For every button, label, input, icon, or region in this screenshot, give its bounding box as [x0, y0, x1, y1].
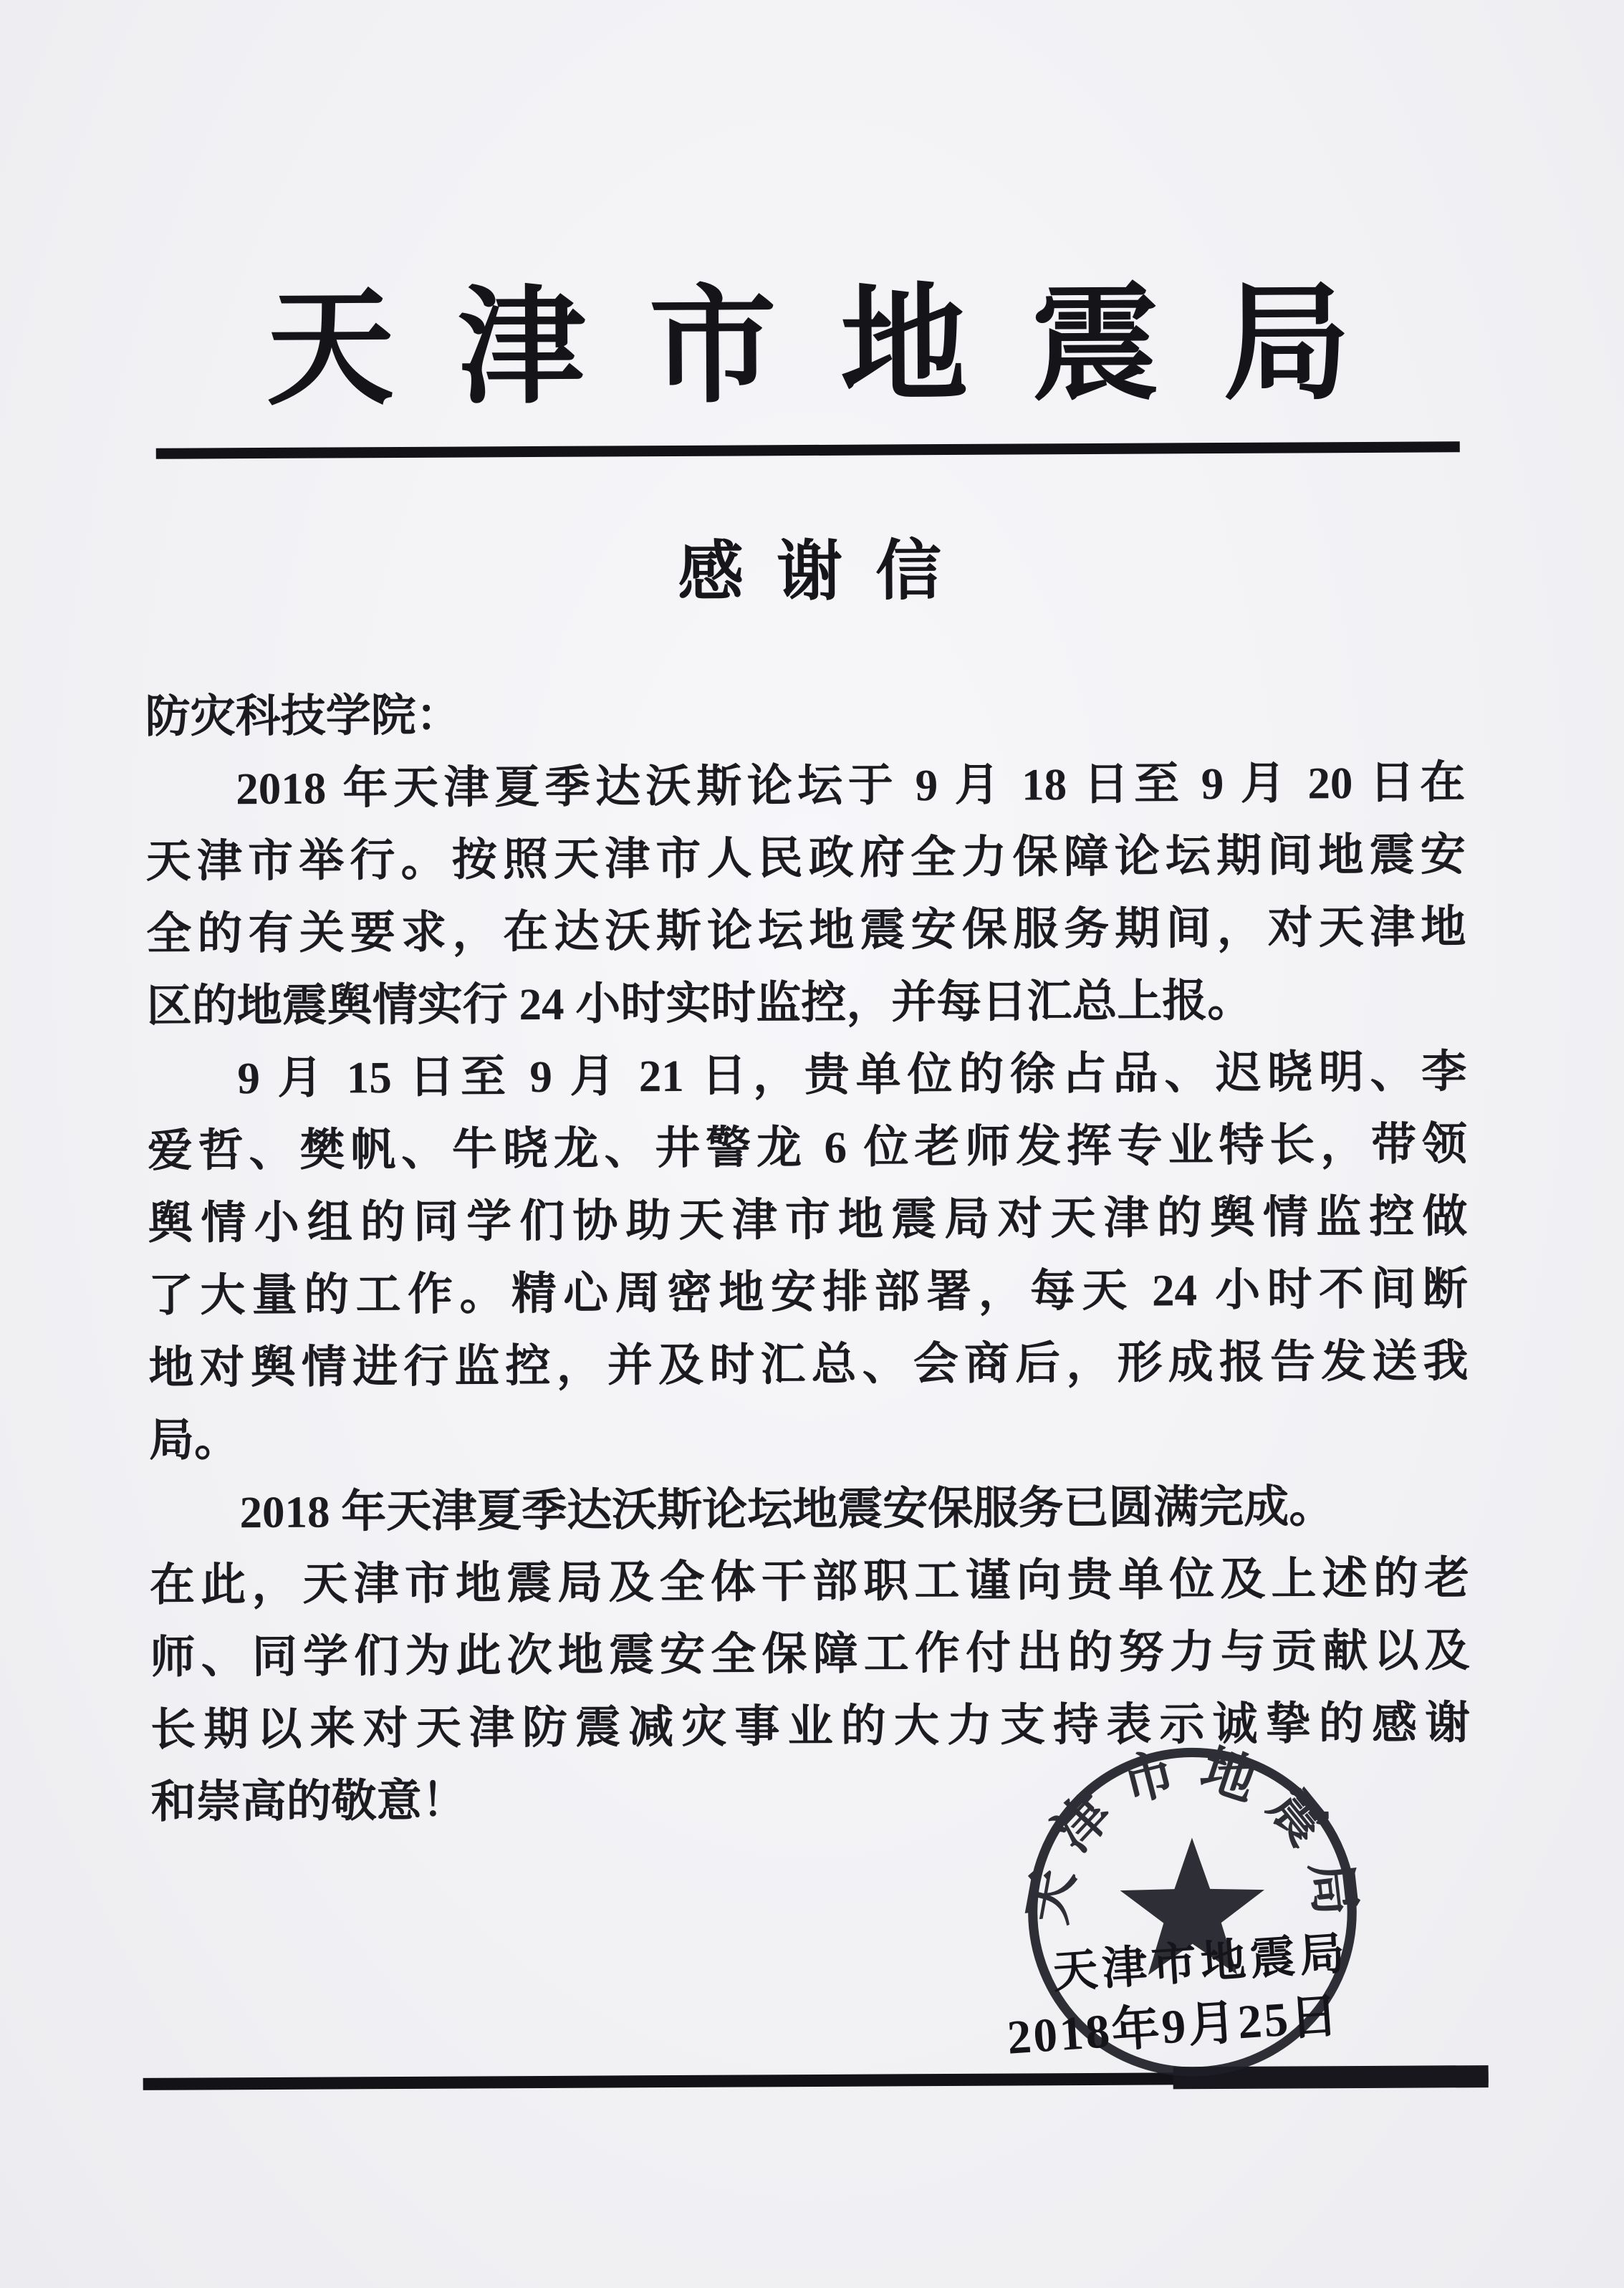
org-title: 天津市地震局 [266, 272, 1415, 420]
signature-date: 2018年9月25日 [1005, 1989, 1342, 2065]
body-line: 全的有关要求，在达沃斯论坛地震安保服务期间，对天津地 [146, 902, 1466, 959]
body-line: 2018 年天津夏季达沃斯论坛地震安保服务已圆满完成。 [239, 1481, 1335, 1538]
body-line: 防灾科技学院： [145, 690, 461, 742]
letter-body [145, 674, 1470, 1839]
body-line: 舆情小组的同学们协助天津市地震局对天津的舆情监控做 [148, 1191, 1468, 1249]
body-line: 爱哲、樊帆、牛晓龙、井警龙 6 位老师发挥专业特长，带领 [147, 1119, 1468, 1176]
body-line: 了大量的工作。精心周密地安排部署，每天 24 小时不间断 [148, 1264, 1469, 1321]
body-line: 师、同学们为此次地震安全保障工作付出的努力与贡献以及 [150, 1625, 1470, 1683]
body-line: 和崇高的敬意！ [150, 1775, 467, 1827]
body-line: 2018 年天津夏季达沃斯论坛于 9 月 18 日至 9 月 20 日在 [236, 757, 1466, 814]
body-line: 区的地震舆情实行 24 小时实时监控，并每日汇总上报。 [146, 975, 1253, 1032]
letter-title: 感谢信 [677, 534, 975, 609]
body-line: 地对舆情进行监控，并及时汇总、会商后，形成报告发送我 [148, 1336, 1469, 1393]
body-line: 天津市举行。按照天津市人民政府全力保障论坛期间地震安 [145, 830, 1466, 887]
body-line: 长期以来对天津防震减灾事业的大力支持表示诚挚的感谢 [150, 1698, 1471, 1755]
body-line: 9 月 15 日至 9 月 21 日，贵单位的徐占品、迟晓明、李 [237, 1047, 1467, 1104]
body-line: 在此，天津市地震局及全体干部职工谨向贵单位及上述的老 [149, 1553, 1470, 1610]
body-line: 局。 [148, 1415, 240, 1466]
signature-name: 天津市地震局 [1051, 1928, 1351, 1998]
seal-arc-text: 天津市地震局 [1018, 1739, 1366, 1936]
title-rule [156, 441, 1460, 459]
